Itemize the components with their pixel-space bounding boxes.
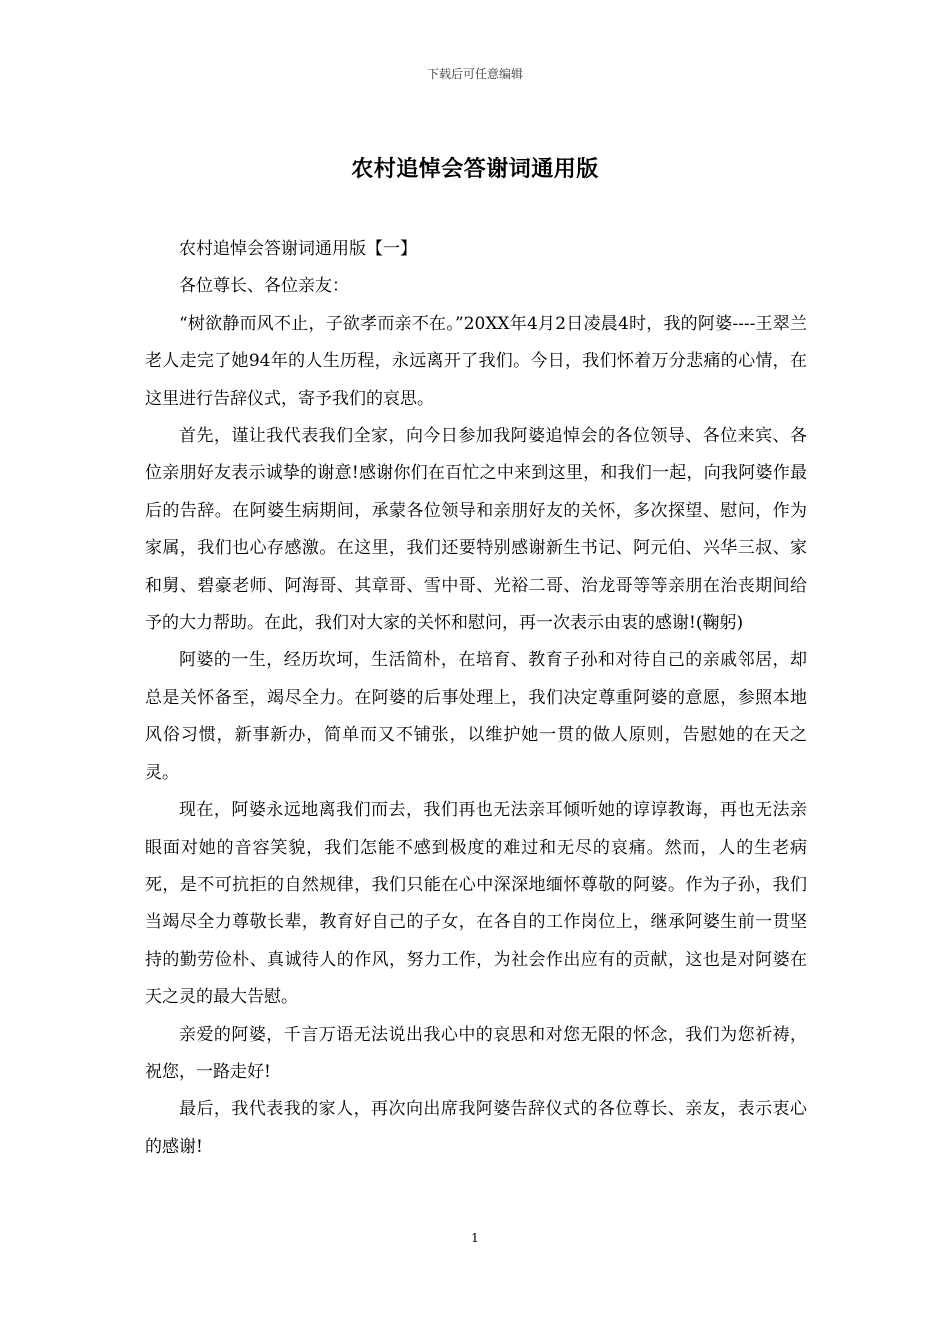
paragraph-thanks: 首先，谨让我代表我们全家，向今日参加我阿婆追悼会的各位领导、各位来宾、各位亲朋好友表示诚挚的谢意!感谢你们在百忙之中来到这里，和我们一起，向我阿婆作最后的告辞。在阿婆生病期间，承蒙各位领导和亲朋好友的关怀，多次探望、慰问，作为家属，我们也心存感激。在这里，我们还要特别感谢新生书记、阿元伯、兴华三叔、家和舅、碧豪老师、阿海哥、其章哥、雪中哥、光裕二哥、治龙哥等等亲朋在治丧期间给予的大力帮助。在此，我们对大家的关怀和慰问，再一次表示由衷的感谢!(鞠躬) <box>145 426 807 634</box>
paragraph-closing: 最后，我代表我的家人，再次向出席我阿婆告辞仪式的各位尊长、亲友，表示衷心的感谢! <box>145 1099 807 1157</box>
page-header-note: 下载后可任意编辑 <box>426 67 523 81</box>
paragraph-farewell: 亲爱的阿婆，千言万语无法说出我心中的哀思和对您无限的怀念，我们为您祈祷，祝您，一路走好! <box>145 1024 807 1082</box>
section-heading: 农村追悼会答谢词通用版【一】 <box>179 239 417 259</box>
page-number: 1 <box>471 1231 479 1245</box>
paragraph-opening: “树欲静而风不止，子欲孝而亲不在。”20XX年4月2日凌晨4时，我的阿婆----王翠兰老人走完了她94年的人生历程，永远离开了我们。今日，我们怀着万分悲痛的心情，在这里进行告辞仪式，寄予我们的哀思。 <box>145 313 807 409</box>
paragraph-life: 阿婆的一生，经历坎坷，生活简朴，在培育、教育子孙和对待自己的亲戚邻居，却总是关怀备至，竭尽全力。在阿婆的后事处理上，我们决定尊重阿婆的意愿，参照本地风俗习惯，新事新办，简单而又不铺张，以维护她一贯的做人原则，告慰她的在天之灵。 <box>145 650 807 783</box>
paragraph-remembrance: 现在，阿婆永远地离我们而去，我们再也无法亲耳倾听她的谆谆教诲，再也无法亲眼面对她的音容笑貌，我们怎能不感到极度的难过和无尽的哀痛。然而，人的生老病死，是不可抗拒的自然规律，我们只能在心中深深地缅怀尊敬的阿婆。作为子孙，我们当竭尽全力尊敬长辈，教育好自己的子女，在各自的工作岗位上，继承阿婆生前一贯坚持的勤劳俭朴、真诚待人的作风，努力工作，为社会作出应有的贡献，这也是对阿婆在天之灵的最大告慰。 <box>145 800 807 1008</box>
document-body <box>145 231 807 1166</box>
document-title: 农村追悼会答谢词通用版 <box>351 157 599 182</box>
salutation: 各位尊长、各位亲友： <box>179 276 349 297</box>
